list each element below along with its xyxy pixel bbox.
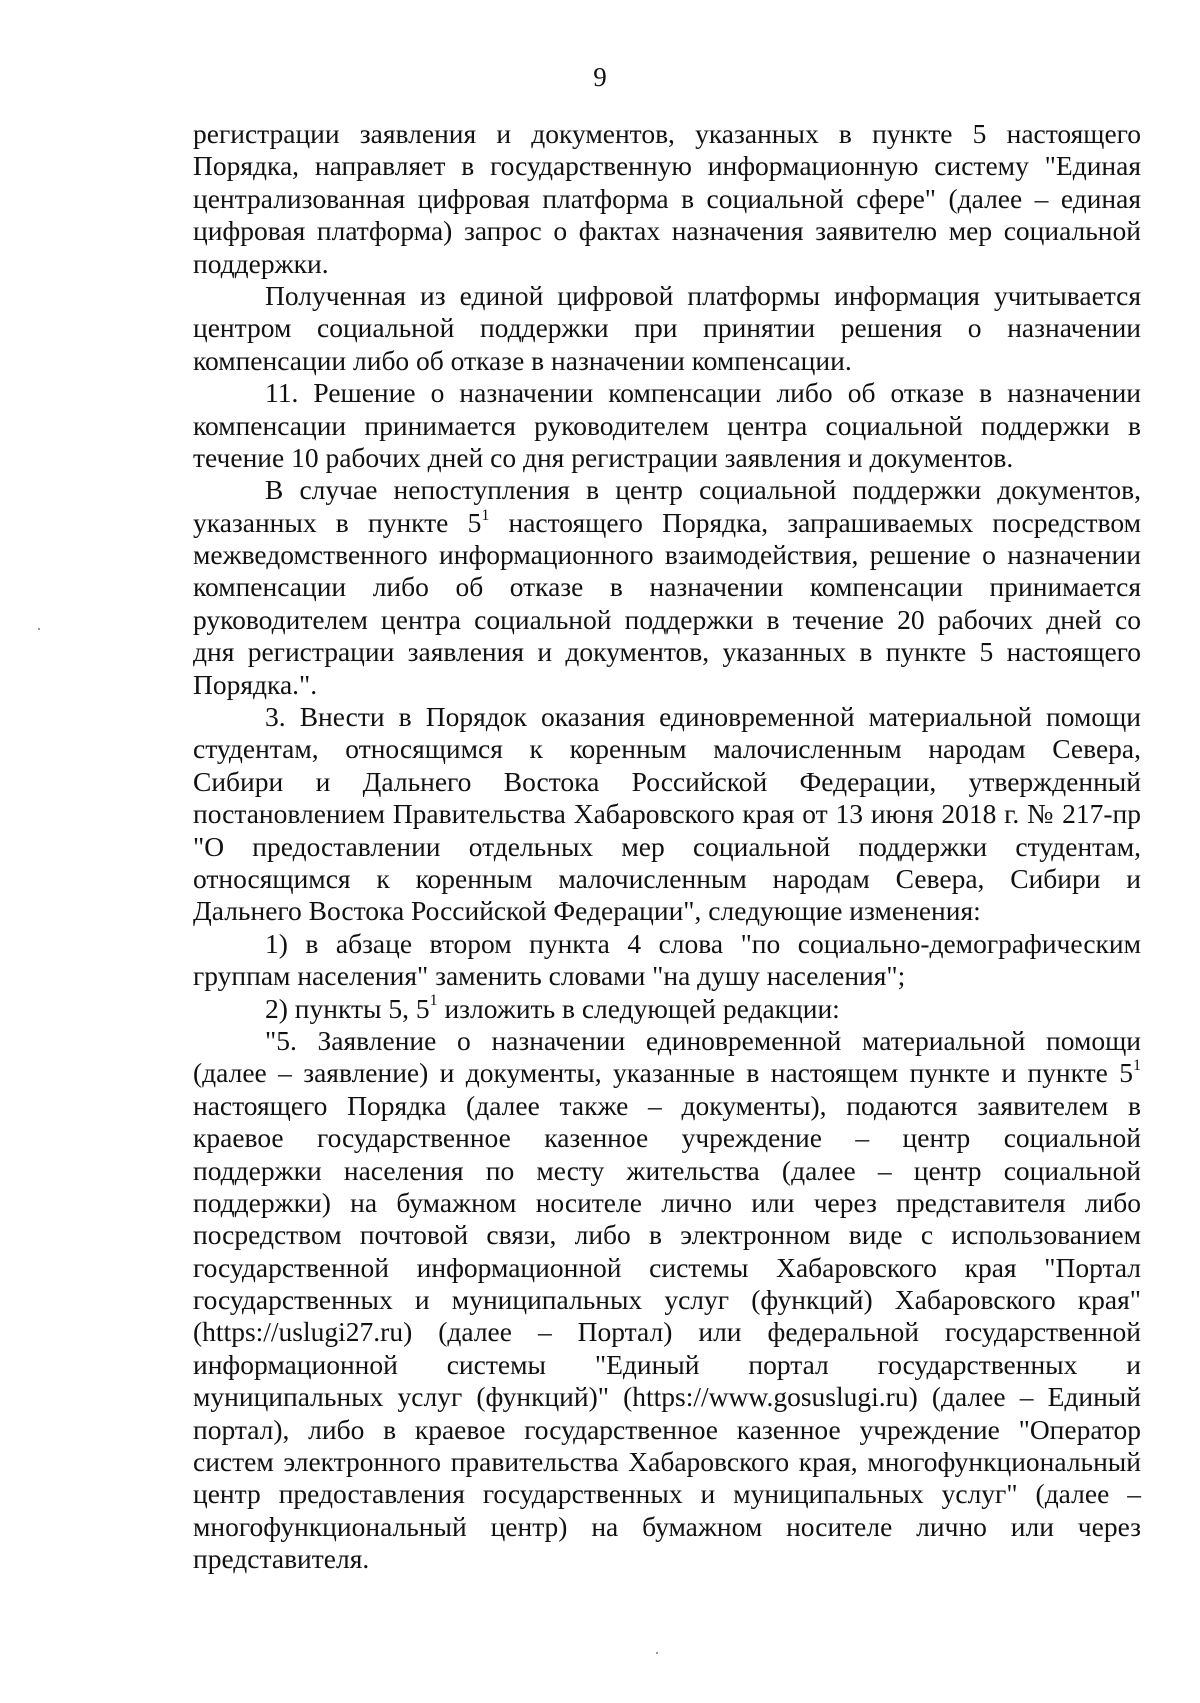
text-segment: изложить в следующей редакции: (437, 992, 840, 1024)
text-line: регистрации заявления и документов, указанных в пункте 5 настоящего (193, 118, 1141, 149)
scan-speck (38, 628, 40, 630)
page-number: 9 (593, 62, 607, 92)
text-line: Порядка, направляет в государственную информационную систему "Единая (193, 150, 1141, 182)
text-line: посредством почтовой связи, либо в электронном виде с использованием (193, 1219, 1141, 1251)
text-segment: указанных в пункте 5 (193, 506, 482, 538)
text-line: дня регистрации заявления и документов, указанных в пункте 5 настоящего (193, 636, 1141, 668)
text-segment: (далее – заявление) и документы, указанные в настоящем пункте и пункте 5 (193, 1057, 1133, 1089)
text-line: группам населения" заменить словами "на душу населения"; (193, 960, 906, 992)
text-line: 1) в абзаце втором пункта 4 слова "по социально-демографическим (265, 927, 1141, 959)
text-segment: 2) пункты 5, 5 (265, 992, 430, 1024)
text-line: (https://uslugi27.ru) (далее – Портал) или федеральной государственной (193, 1316, 1141, 1348)
text-line: поддержки населения по месту жительства (далее – центр социальной (193, 1154, 1141, 1186)
text-segment: настоящего Порядка, запрашиваемых посредством (489, 506, 1141, 538)
text-line: централизованная цифровая платформа в социальной сфере" (далее – единая (193, 182, 1141, 214)
text-line: студентам, относящимся к коренным малочисленным народам Севера, (193, 733, 1141, 765)
text-line: 11. Решение о назначении компенсации либо об отказе в назначении (265, 377, 1141, 409)
text-line: межведомственного информационного взаимодействия, решение о назначении (193, 539, 1141, 571)
superscript-index: 1 (429, 992, 438, 1010)
text-line: информационной системы "Единый портал государственных и (193, 1348, 1141, 1380)
text-line: многофункциональный центр) на бумажном носителе лично или через (193, 1510, 1141, 1542)
text-line (193, 993, 1141, 1025)
text-line: компенсации либо об отказе в назначении компенсации. (193, 344, 852, 376)
text-line: систем электронного правительства Хабаровского края, многофункциональный (193, 1446, 1141, 1478)
document-body (193, 118, 1141, 1576)
text-line: цифровая платформа) запрос о фактах назначения заявителю мер социальной (193, 215, 1141, 247)
text-line: Полученная из единой цифровой платформы информация учитывается (265, 279, 1141, 311)
text-line: 3. Внести в Порядок оказания единовременной материальной помощи (265, 701, 1141, 733)
text-line: настоящего Порядка (далее также – документы), подаются заявителем в (193, 1089, 1141, 1121)
text-line: портал), либо в краевое государственное казенное учреждение "Оператор (193, 1413, 1141, 1445)
text-line: Порядка.". (193, 668, 318, 700)
text-line: государственной информационной системы Хабаровского края "Портал (193, 1251, 1141, 1283)
text-line (193, 507, 1141, 539)
text-line: центр предоставления государственных и муниципальных услуг" (далее – (193, 1478, 1141, 1510)
text-line: муниципальных услуг (функций)" (https://www.gosuslugi.ru) (далее – Единый (193, 1381, 1141, 1413)
text-line: "5. Заявление о назначении единовременной материальной помощи (265, 1024, 1141, 1056)
text-line: представителя. (193, 1543, 370, 1575)
text-line: В случае непоступления в центр социальной поддержки документов, (265, 474, 1141, 506)
text-line: поддержки) на бумажном носителе лично или через представителя либо (193, 1186, 1141, 1218)
text-line: центром социальной поддержки при принятии решения о назначении (193, 312, 1141, 344)
text-line: течение 10 рабочих дней со дня регистрации заявления и документов. (193, 441, 1014, 473)
text-line: Дальнего Востока Российской Федерации", следующие изменения: (193, 895, 981, 927)
text-line: компенсации либо об отказе в назначении компенсации принимается (193, 571, 1141, 603)
text-line: государственных и муниципальных услуг (функций) Хабаровского края" (193, 1284, 1141, 1316)
superscript-index: 1 (481, 506, 490, 524)
scan-speck (656, 1652, 658, 1654)
text-line: постановлением Правительства Хабаровского края от 13 июня 2018 г. № 217-пр (193, 798, 1141, 830)
text-line: краевое государственное казенное учреждение – центр социальной (193, 1122, 1141, 1154)
superscript-index: 1 (1133, 1057, 1141, 1075)
text-line: руководителем центра социальной поддержки в течение 20 рабочих дней со (193, 603, 1141, 635)
text-line: Сибири и Дальнего Востока Российской Федерации, утвержденный (193, 765, 1141, 797)
text-line: поддержки. (193, 247, 329, 279)
text-line: "О предоставлении отдельных мер социальной поддержки студентам, (193, 830, 1141, 862)
text-line (193, 1057, 1141, 1089)
text-line: относящимся к коренным малочисленным народам Севера, Сибири и (193, 862, 1141, 894)
text-line: компенсации принимается руководителем центра социальной поддержки в (193, 409, 1141, 441)
